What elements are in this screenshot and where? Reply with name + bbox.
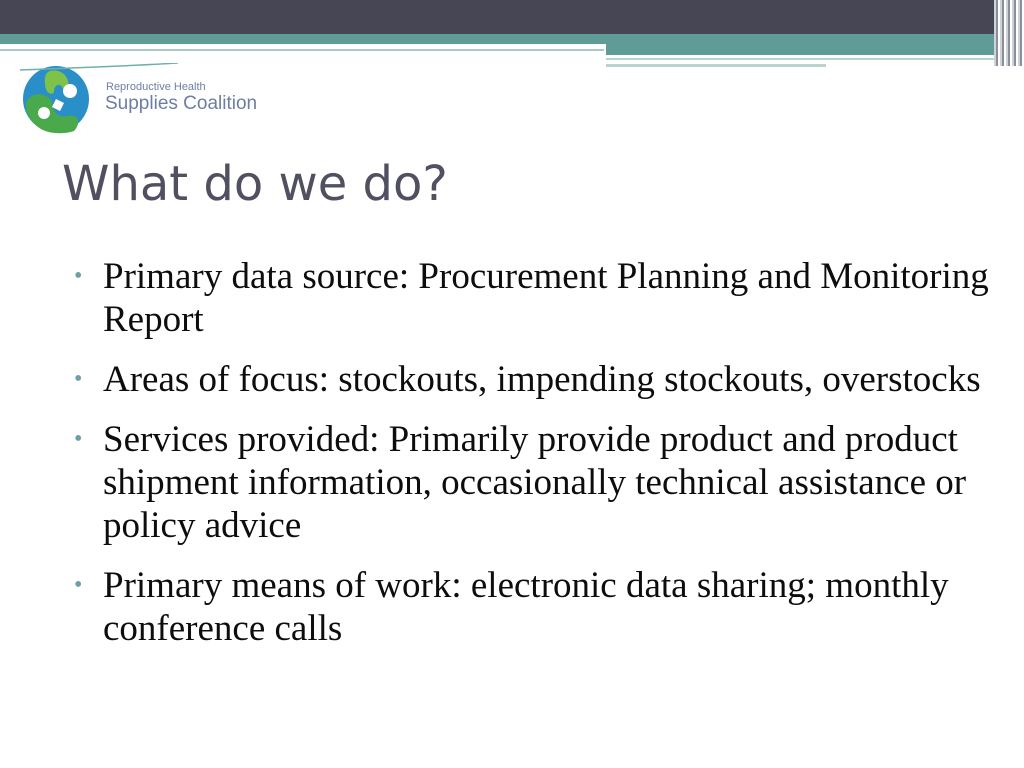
bullet-dot: • xyxy=(74,263,83,289)
bullet-item xyxy=(74,564,994,650)
bullet-text: Primary data source: Procurement Planning and Monitoring Report xyxy=(103,256,989,340)
puzzle-globe-icon xyxy=(20,63,92,135)
header-divider-line xyxy=(606,64,826,67)
header-teal-band-lower xyxy=(606,44,994,55)
bullet-dot: • xyxy=(74,366,83,392)
bullet-dot: • xyxy=(74,426,83,452)
logo-underline-swoosh xyxy=(20,63,178,71)
header-edge-lines xyxy=(994,0,1024,66)
logo-text-line1: Reproductive Health xyxy=(106,81,206,93)
header-teal-band xyxy=(0,34,994,44)
bullet-text: Primary means of work: electronic data sharing; monthly conference calls xyxy=(103,565,949,649)
bullet-list xyxy=(74,255,994,667)
slide-title: What do we do? xyxy=(62,156,448,212)
bullet-item xyxy=(74,358,994,401)
bullet-item xyxy=(74,418,994,547)
organization-logo xyxy=(20,63,270,135)
header-divider-line xyxy=(0,49,604,51)
bullet-dot: • xyxy=(74,572,83,598)
header-dark-bar xyxy=(0,0,1024,34)
bullet-text: Services provided: Primarily provide product and product shipment information, occasionally technical assistance or policy advice xyxy=(103,419,967,546)
header-divider-line xyxy=(606,58,994,60)
bullet-text: Areas of focus: stockouts, impending stockouts, overstocks xyxy=(103,359,981,400)
bullet-item xyxy=(74,255,994,341)
logo-text-line2: Supplies Coalition xyxy=(105,93,258,114)
